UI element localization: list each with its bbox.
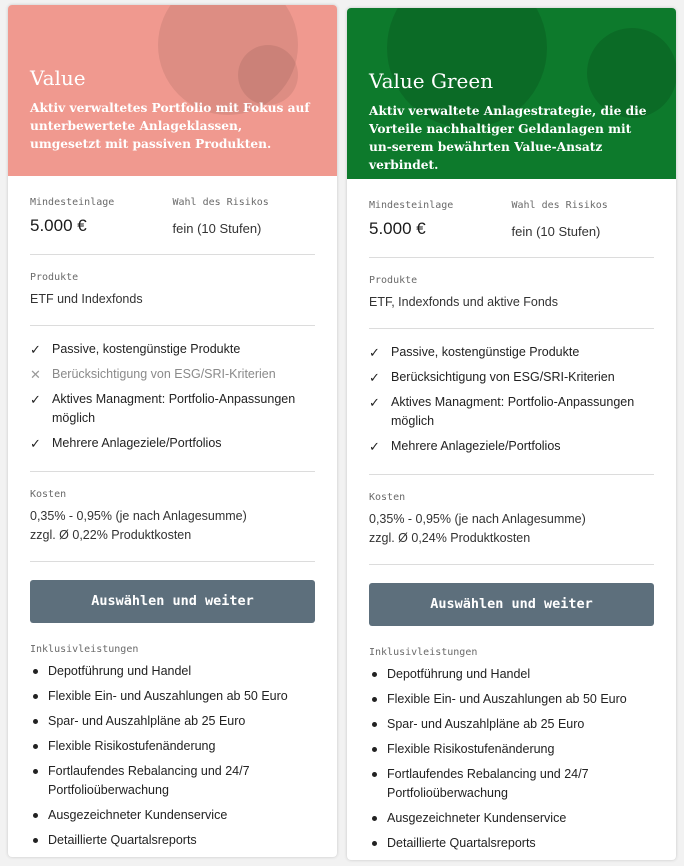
inclusive-item [30, 762, 315, 800]
bullet-icon [30, 662, 48, 681]
products-label: Produkte [30, 272, 79, 283]
card-description: Aktiv verwaltetes Portfolio mit Fokus auf unterbewertete Anlageklassen, umgesetzt mit passiven Produkten. [30, 101, 310, 151]
inclusive-item [369, 834, 654, 853]
plan-card-value [8, 5, 337, 857]
products-value: ETF, Indexfonds und aktive Fonds [369, 295, 558, 309]
inclusive-item-label: Spar- und Auszahlpläne ab 25 Euro [387, 717, 585, 731]
inclusive-list [369, 665, 654, 853]
inclusive-item-label: Fortlaufendes Rebalancing und 24/7 Portfolioüberwachung [48, 764, 250, 797]
inclusive-item-label: Flexible Risikostufenänderung [387, 742, 555, 756]
feature-item [30, 340, 315, 359]
bullet-icon [30, 687, 48, 706]
check-icon: ✓ [30, 436, 41, 451]
bullet-icon [369, 690, 387, 709]
inclusive-item-label: Detaillierte Quartalsreports [48, 833, 197, 847]
inclusive-label: Inklusivleistungen [30, 644, 139, 655]
feature-label: Berücksichtigung von ESG/SRI-Kriterien [52, 367, 276, 381]
check-icon: ✓ [369, 345, 380, 360]
feature-item [369, 343, 654, 362]
inclusive-item [30, 737, 315, 756]
inclusive-item-label: Ausgezeichneter Kundenservice [387, 811, 567, 825]
bullet-icon [369, 834, 387, 853]
inclusive-item-label: Flexible Ein- und Auszahlungen ab 50 Euro [48, 689, 288, 703]
select-button[interactable]: Auswählen und weiter [30, 580, 315, 623]
inclusive-item-label: Depotführung und Handel [48, 664, 192, 678]
bullet-icon [30, 831, 48, 850]
min-deposit-value: 5.000 € [30, 216, 87, 235]
card-hero [347, 8, 676, 179]
inclusive-list [30, 662, 315, 850]
inclusive-item [30, 687, 315, 706]
bullet-icon [369, 809, 387, 828]
feature-item [30, 390, 315, 428]
feature-label: Aktives Managment: Portfolio-Anpassungen möglich [52, 392, 296, 425]
bullet-icon [30, 712, 48, 731]
feature-item [30, 434, 315, 453]
inclusive-item [369, 690, 654, 709]
inclusive-item-label: Spar- und Auszahlpläne ab 25 Euro [48, 714, 246, 728]
bullet-icon [30, 762, 48, 800]
inclusive-item [30, 806, 315, 825]
inclusive-item-label: Fortlaufendes Rebalancing und 24/7 Portfolioüberwachung [387, 767, 589, 800]
feature-label: Passive, kostengünstige Produkte [52, 342, 241, 356]
inclusive-item-label: Flexible Risikostufenänderung [48, 739, 216, 753]
risk-value: fein (10 Stufen) [172, 221, 262, 236]
costs-line-1: 0,35% - 0,95% (je nach Anlagesumme) [369, 512, 586, 526]
inclusive-item [30, 662, 315, 681]
bullet-icon [30, 737, 48, 756]
feature-list [30, 326, 315, 472]
feature-item [369, 437, 654, 456]
min-deposit-label: Mindesteinlage [369, 200, 454, 211]
plan-card-value-green [347, 8, 676, 860]
cross-icon: ✕ [30, 367, 41, 382]
inclusive-item-label: Ausgezeichneter Kundenservice [48, 808, 228, 822]
feature-label: Mehrere Anlageziele/Portfolios [52, 436, 222, 450]
feature-label: Berücksichtigung von ESG/SRI-Kriterien [391, 370, 615, 384]
inclusive-item [369, 665, 654, 684]
risk-label: Wahl des Risikos [511, 200, 608, 211]
check-icon: ✓ [369, 395, 380, 410]
feature-label: Aktives Managment: Portfolio-Anpassungen möglich [391, 395, 635, 428]
inclusive-item [30, 712, 315, 731]
inclusive-item-label: Depotführung und Handel [387, 667, 531, 681]
inclusive-item [369, 740, 654, 759]
select-button[interactable]: Auswählen und weiter [369, 583, 654, 626]
inclusive-item-label: Detaillierte Quartalsreports [387, 836, 536, 850]
inclusive-item [369, 809, 654, 828]
feature-item [30, 365, 315, 384]
risk-label: Wahl des Risikos [172, 197, 269, 208]
check-icon: ✓ [369, 439, 380, 454]
feature-item [369, 368, 654, 387]
inclusive-item [30, 831, 315, 850]
costs-label: Kosten [30, 489, 67, 500]
feature-item [369, 393, 654, 431]
bullet-icon [369, 740, 387, 759]
bullet-icon [30, 806, 48, 825]
check-icon: ✓ [30, 342, 41, 357]
costs-line-1: 0,35% - 0,95% (je nach Anlagesumme) [30, 509, 247, 523]
feature-list [369, 329, 654, 475]
costs-line-2: zzgl. Ø 0,22% Produktkosten [30, 528, 192, 542]
feature-label: Passive, kostengünstige Produkte [391, 345, 580, 359]
costs-label: Kosten [369, 492, 406, 503]
card-hero [8, 5, 337, 176]
risk-value: fein (10 Stufen) [511, 224, 601, 239]
feature-label: Mehrere Anlageziele/Portfolios [391, 439, 561, 453]
bullet-icon [369, 715, 387, 734]
inclusive-item-label: Flexible Ein- und Auszahlungen ab 50 Euro [387, 692, 627, 706]
card-description: Aktiv verwaltete Anlagestrategie, die die Vorteile nachhaltiger Geldanlagen mit un-serem bewährten Value-Ansatz verbindet. [369, 104, 647, 172]
bullet-icon [369, 765, 387, 803]
products-label: Produkte [369, 275, 418, 286]
check-icon: ✓ [369, 370, 380, 385]
min-deposit-label: Mindesteinlage [30, 197, 115, 208]
costs-line-2: zzgl. Ø 0,24% Produktkosten [369, 531, 531, 545]
check-icon: ✓ [30, 392, 41, 407]
inclusive-item [369, 715, 654, 734]
inclusive-item [369, 765, 654, 803]
card-title: Value Green [369, 69, 494, 93]
inclusive-label: Inklusivleistungen [369, 647, 478, 658]
products-value: ETF und Indexfonds [30, 292, 143, 306]
bullet-icon [369, 665, 387, 684]
min-deposit-value: 5.000 € [369, 219, 426, 238]
card-title: Value [30, 66, 86, 90]
